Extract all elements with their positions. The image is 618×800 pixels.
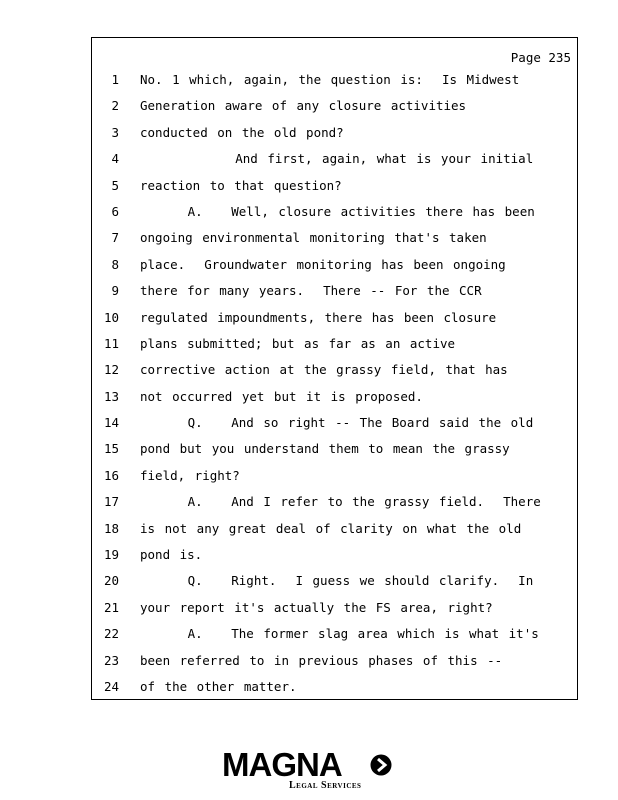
transcript-line <box>92 654 577 680</box>
line-number: 11 <box>103 335 119 351</box>
line-text: of the other matter. <box>140 678 297 694</box>
line-text: A. Well, closure activities there has been <box>140 203 535 219</box>
line-number: 5 <box>111 177 119 193</box>
line-number: 4 <box>111 151 119 167</box>
transcript-line <box>92 442 577 468</box>
transcript-line <box>92 601 577 627</box>
line-text: ongoing environmental monitoring that's taken <box>140 230 487 246</box>
line-number: 16 <box>103 467 119 483</box>
line-number: 24 <box>103 678 119 694</box>
line-text: pond is. <box>140 547 203 563</box>
line-text: Q. Right. I guess we should clarify. In <box>140 573 534 589</box>
transcript-line <box>92 205 577 231</box>
line-number: 7 <box>111 230 119 246</box>
line-text: been referred to in previous phases of this -- <box>140 652 503 668</box>
line-text: your report it's actually the FS area, right? <box>140 599 493 615</box>
transcript-line <box>92 522 577 548</box>
transcript-line <box>92 258 577 284</box>
transcript-line <box>92 548 577 574</box>
line-number: 6 <box>111 203 119 219</box>
line-text: place. Groundwater monitoring has been ongoing <box>140 256 506 272</box>
transcript-line <box>92 627 577 653</box>
transcript-line <box>92 179 577 205</box>
arrow-circle-icon <box>370 754 392 776</box>
transcript-line <box>92 311 577 337</box>
transcript-line <box>92 495 577 521</box>
line-number: 17 <box>103 494 119 510</box>
line-text: conducted on the old pond? <box>140 124 344 140</box>
line-text: A. And I refer to the grassy field. There <box>140 494 541 510</box>
transcript-line <box>92 152 577 178</box>
line-number: 3 <box>111 124 119 140</box>
line-number: 19 <box>103 547 119 563</box>
transcript-line <box>92 574 577 600</box>
line-text: And first, again, what is your initial <box>140 151 534 167</box>
transcript-line <box>92 390 577 416</box>
line-text: Generation aware of any closure activities <box>140 98 467 114</box>
line-text: not occurred yet but it is proposed. <box>140 388 423 404</box>
line-number: 21 <box>103 599 119 615</box>
transcript-line <box>92 337 577 363</box>
page-number: Page 235 <box>510 50 571 65</box>
line-text: field, right? <box>140 467 240 483</box>
line-number: 12 <box>103 362 119 378</box>
line-number: 1 <box>111 72 119 87</box>
transcript-line <box>92 363 577 389</box>
line-number: 13 <box>103 388 119 404</box>
line-text: corrective action at the grassy field, that has <box>140 362 508 378</box>
line-number: 23 <box>103 652 119 668</box>
transcript-line <box>92 416 577 442</box>
line-number: 2 <box>111 98 119 114</box>
transcript-page <box>91 37 578 700</box>
line-text: reaction to that question? <box>140 177 342 193</box>
line-text: is not any great deal of clarity on what the old <box>140 520 522 536</box>
logo-wordmark: MAGNA <box>222 746 342 783</box>
transcript-line <box>92 73 577 99</box>
line-number: 15 <box>103 441 119 457</box>
line-number: 14 <box>103 415 119 431</box>
line-number: 22 <box>103 626 119 642</box>
transcript-lines <box>92 73 577 706</box>
line-text: No. 1 which, again, the question is: Is Midwest <box>140 72 520 87</box>
line-number: 9 <box>111 283 119 299</box>
transcript-line <box>92 469 577 495</box>
line-text: Q. And so right -- The Board said the old <box>140 415 534 431</box>
transcript-line <box>92 231 577 257</box>
line-number: 20 <box>103 573 119 589</box>
line-number: 8 <box>111 256 119 272</box>
line-number: 10 <box>103 309 119 325</box>
magna-logo <box>222 748 397 792</box>
line-number: 18 <box>103 520 119 536</box>
line-text: A. The former slag area which is what it's <box>140 626 539 642</box>
transcript-line <box>92 284 577 310</box>
transcript-line <box>92 99 577 125</box>
logo-subtitle: Legal Services <box>289 780 362 791</box>
transcript-line <box>92 680 577 706</box>
transcript-line <box>92 126 577 152</box>
line-text: there for many years. There -- For the CCR <box>140 283 482 299</box>
line-text: regulated impoundments, there has been closure <box>140 309 497 325</box>
line-text: plans submitted; but as far as an active <box>140 335 456 351</box>
line-text: pond but you understand them to mean the grassy <box>140 441 510 457</box>
